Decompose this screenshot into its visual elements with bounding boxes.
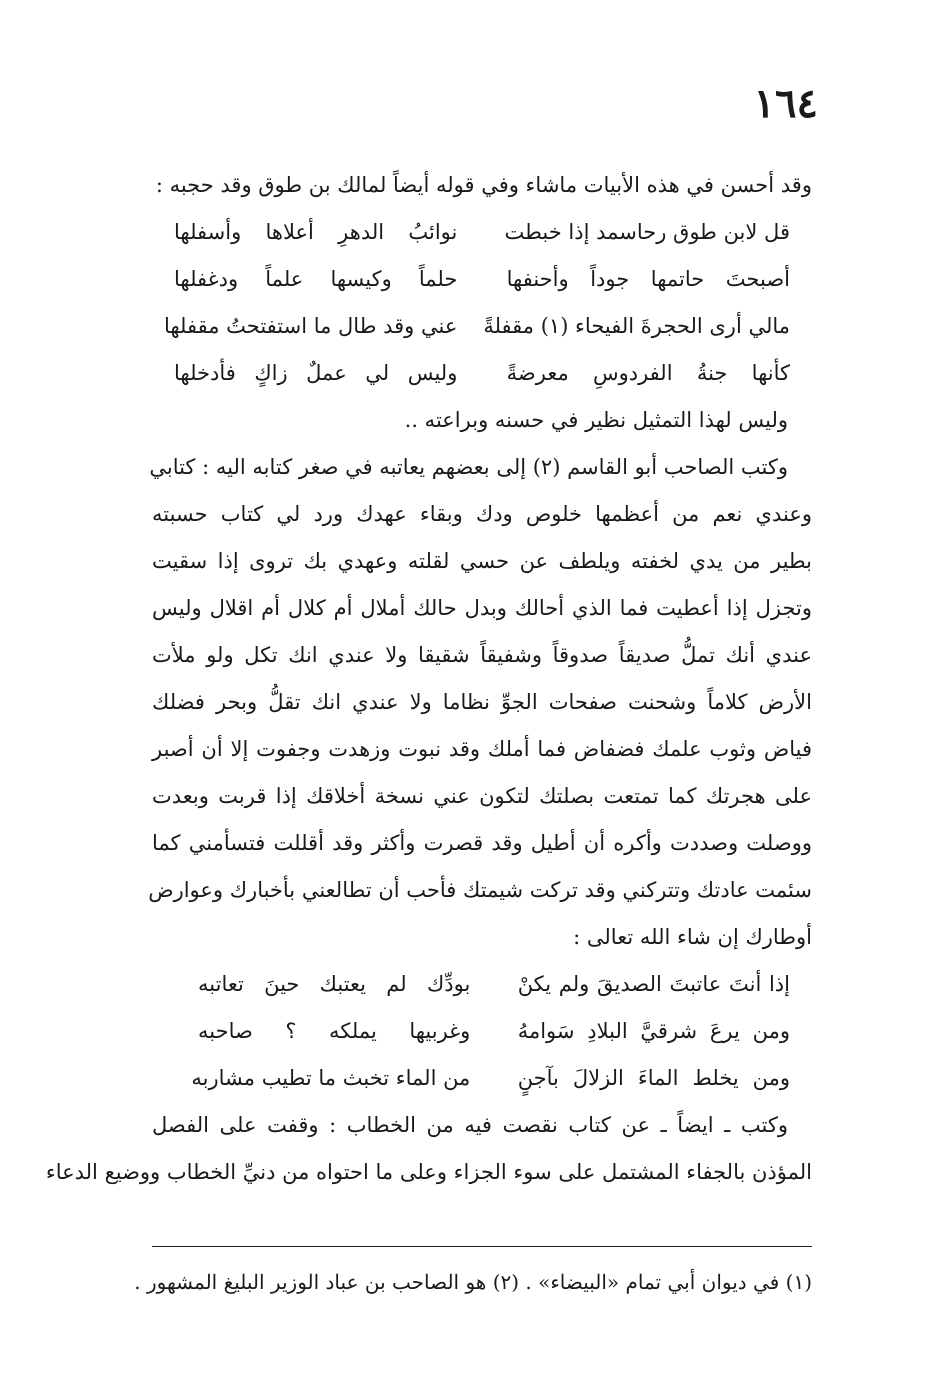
verse-line	[191, 1055, 790, 1102]
text-line: سئمت عادتك وتتركني وقد تركت شيمتك فأحب أن تطالعني بأخبارك وعوارض	[148, 878, 812, 902]
text-line: وتجزل إذا أعطيت فما الذي أحالك وبدل حالك أملال أم كلال أم اقلال وليس	[152, 596, 812, 620]
text-line: عندي أنك تملُّ صديقاً صدوقاً وشفيقاً شقيقا ولا عندي انك تكل ولو ملأت	[152, 643, 812, 667]
verse-first-hemistich: ومن يرعَ شرقيَّ البلادِ سَوامهُ	[517, 1019, 790, 1043]
footnote-divider	[152, 1246, 812, 1247]
verse-first-hemistich: قل لابن طوق رحاسمد إذا خبطت	[504, 220, 790, 244]
verse-line	[174, 350, 790, 397]
letter-paragraph	[148, 444, 812, 961]
text-line: على هجرتك كما تمتعت بصلتك لتكون عني نسخة أخلاقك إذا قربت وبعدت	[152, 784, 812, 808]
verse-line	[174, 209, 790, 256]
text-line: فياض وثوب علمك فضفاض فما أملك وقد نبوت وزهدت وجفوت إلا أن أصبر	[152, 737, 812, 761]
text-line: المؤذن بالجفاء المشتمل على سوء الجزاء وعلى ما احتواه من دنيِّ الخطاب ووضيع الدعاء	[45, 1160, 812, 1184]
poem-block-1	[152, 209, 812, 397]
verse-line	[198, 1008, 790, 1055]
page-number: ١٦٤	[753, 80, 818, 127]
verse-second-hemistich: عني وقد طال ما استفتحتُ مقفلها	[163, 314, 458, 338]
poem-block-2	[152, 961, 812, 1102]
verse-first-hemistich: كأنها جنةُ الفردوسِ معرضةً	[506, 361, 790, 385]
commentary-line: وليس لهذا التمثيل نظير في حسنه وبراعته ..	[404, 408, 788, 432]
verse-second-hemistich: من الماء تخبث ما تطيب مشاربه	[191, 1066, 471, 1090]
text-line: الأرض كلاماً وشحنت صفحات الجوِّ نظاما ولا عندي انك تقلُّ وبحر فضلك	[152, 690, 812, 714]
text-line: وكتب ـ ايضاً ـ عن كتاب نقصت فيه من الخطاب : وقفت على الفصل	[152, 1113, 788, 1137]
text-line: وكتب الصاحب أبو القاسم (٢) إلى بعضهم يعاتبه في صغر كتابه اليه : كتابي	[149, 455, 788, 479]
text-line: أوطارك إن شاء الله تعالى :	[573, 925, 812, 949]
text-line: بطير من يدي لخفته ويلطف عن حسي لقلته وعهدي بك تروى إذا سقيت	[152, 549, 812, 573]
verse-second-hemistich: بودِّك لم يعتبك حينَ تعاتبه	[198, 972, 471, 996]
verse-first-hemistich: ومن يخلط الماءَ الزلالَ بآجنٍ	[517, 1066, 790, 1090]
verse-second-hemistich: وليس لي عملٌ زاكٍ فأدخلها	[174, 361, 458, 385]
verse-line	[174, 256, 790, 303]
verse-second-hemistich: وغربيها يملكه ؟ صاحبه	[198, 1019, 471, 1043]
verse-first-hemistich: أصبحتَ حاتمها جوداً وأحنفها	[506, 267, 790, 291]
page-body	[45, 162, 812, 1196]
verse-second-hemistich: نوائبُ الدهرِ أعلاها وأسفلها	[174, 220, 458, 244]
verse-line	[163, 303, 790, 350]
verse-first-hemistich: مالي أرى الحجرةَ الفيحاء (١) مقفلةً	[483, 314, 790, 338]
intro-paragraph: وقد أحسن في هذه الأبيات ماشاء وفي قوله أيضاً لمالك بن طوق وقد حجبه :	[155, 173, 812, 197]
text-line: ووصلت وصددت وأكره أن أطيل وقد قصرت وأكثر وقد أقللت فتسأمني كما	[152, 831, 812, 855]
verse-line	[198, 961, 790, 1008]
footnotes: (١) في ديوان أبي تمام «البيضاء» . (٢) هو الصاحب بن عباد الوزير البليغ المشهور .	[134, 1270, 812, 1294]
verse-first-hemistich: إذا أنتَ عاتبتَ الصديقَ ولم يكنْ	[517, 972, 790, 996]
text-line: وعندي نعم من أعظمها خلوص ودك وبقاء عهدك ورد لي كتاب حسبته	[152, 502, 812, 526]
closing-paragraph	[45, 1102, 812, 1196]
verse-second-hemistich: حلماً وكيسها علماً ودغفلها	[174, 267, 458, 291]
